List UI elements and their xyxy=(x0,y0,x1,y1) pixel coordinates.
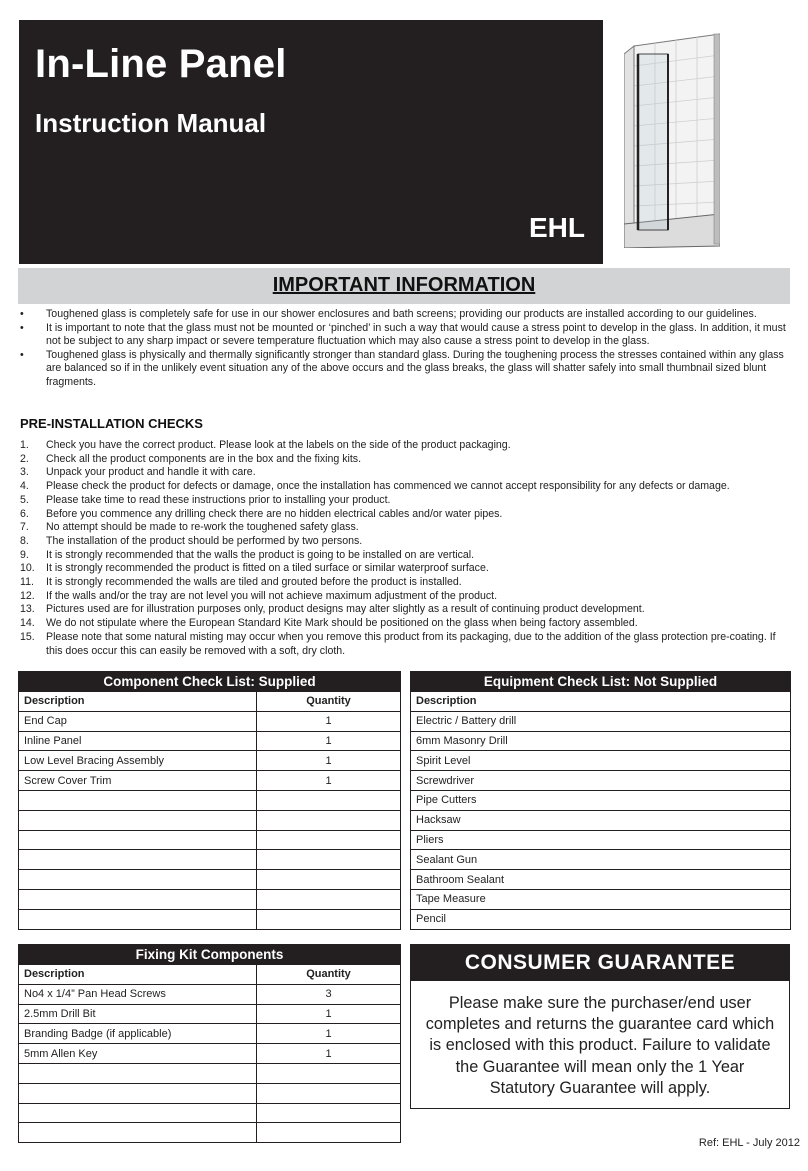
cell-description: Tape Measure xyxy=(411,889,791,909)
table-row xyxy=(411,711,791,731)
table-row xyxy=(19,751,401,771)
table-row xyxy=(19,1063,401,1083)
column-header-quantity: Quantity xyxy=(257,692,401,712)
table-row xyxy=(19,731,401,751)
bullet-mark: • xyxy=(20,321,24,334)
item-number: 7. xyxy=(20,521,29,534)
table-title: Component Check List: Supplied xyxy=(19,672,401,692)
important-info-bar xyxy=(18,268,790,304)
table-row xyxy=(411,790,791,810)
item-text: Unpack your product and handle it with care. xyxy=(46,466,256,479)
cell-quantity xyxy=(257,1123,401,1143)
item-text: Check all the product components are in the box and the fixing kits. xyxy=(46,452,362,465)
item-text: No attempt should be made to re-work the toughened safety glass. xyxy=(46,521,359,534)
table-title: Equipment Check List: Not Supplied xyxy=(411,672,791,692)
cell-description xyxy=(19,1083,257,1103)
item-text: Please note that some natural misting may occur when you remove this product from its packaging, due to the addition of the glass protection pre-coating. If this does occur this can easily be removed with a soft, dry cloth. xyxy=(46,630,776,657)
cell-description xyxy=(19,1123,257,1143)
list-item xyxy=(20,549,788,563)
list-item xyxy=(20,521,788,535)
cell-quantity: 1 xyxy=(257,1024,401,1044)
cell-description: 6mm Masonry Drill xyxy=(411,731,791,751)
cell-description: Spirit Level xyxy=(411,751,791,771)
list-item xyxy=(20,453,788,467)
column-header-description: Description xyxy=(19,692,257,712)
table-row xyxy=(19,1024,401,1044)
table-row xyxy=(19,984,401,1004)
guarantee-text: Please make sure the purchaser/end user completes and returns the guarantee card which is enclosed with this product. Failure to validate the Guarantee will mean only the 1 Year Statutory Guarantee will apply. xyxy=(425,994,775,1097)
item-text: It is strongly recommended the walls are tiled and grouted before the product is installed. xyxy=(46,576,462,589)
bullet-mark: • xyxy=(20,308,24,320)
table-row xyxy=(19,1123,401,1143)
cell-description: 2.5mm Drill Bit xyxy=(19,1004,257,1024)
cell-description: 5mm Allen Key xyxy=(19,1044,257,1064)
item-number: 11. xyxy=(20,576,34,589)
pre-installation-list xyxy=(20,439,788,658)
cell-description: Pipe Cutters xyxy=(411,790,791,810)
item-text: It is strongly recommended the product is fitted on a tiled surface or similar waterproof surface. xyxy=(46,562,489,575)
table-row xyxy=(411,909,791,929)
table-row xyxy=(411,771,791,791)
table-row xyxy=(411,850,791,870)
cell-description xyxy=(19,1103,257,1123)
list-item xyxy=(20,508,788,522)
table-row xyxy=(19,870,401,890)
table-row xyxy=(19,1004,401,1024)
list-item xyxy=(20,480,788,494)
table-row xyxy=(19,1044,401,1064)
list-item xyxy=(20,494,788,508)
cell-description: Hacksaw xyxy=(411,810,791,830)
cell-description: Low Level Bracing Assembly xyxy=(19,751,257,771)
component-checklist-table xyxy=(18,671,401,930)
cell-description: End Cap xyxy=(19,711,257,731)
table-title: Fixing Kit Components xyxy=(19,945,401,965)
bullet-mark: • xyxy=(20,348,24,361)
column-header-description: Description xyxy=(411,692,791,712)
item-number: 8. xyxy=(20,534,29,547)
column-header-description: Description xyxy=(19,965,257,985)
pre-installation-heading: PRE-INSTALLATION CHECKS xyxy=(20,416,203,431)
info-text: Toughened glass is physically and thermally significantly stronger than standard glass. During the toughening process the stresses contained within any glass are balanced so if in the unlikely event situation any of the above occurs and the glass breaks, the glass will shatter safely into small thumbnail sized blunt fragments. xyxy=(46,348,784,388)
cell-quantity xyxy=(257,810,401,830)
cell-description xyxy=(19,790,257,810)
list-item xyxy=(20,439,788,453)
equipment-checklist-table xyxy=(410,671,791,930)
list-item xyxy=(20,322,788,349)
item-number: 12. xyxy=(20,589,35,602)
list-item xyxy=(20,308,788,322)
cell-quantity xyxy=(257,889,401,909)
cell-quantity: 1 xyxy=(257,711,401,731)
cell-description xyxy=(19,830,257,850)
table-row xyxy=(411,830,791,850)
item-text: Please check the product for defects or damage, once the installation has commenced we cannot accept responsibility for any defects or damage. xyxy=(46,480,730,493)
list-item xyxy=(20,466,788,480)
guarantee-title: CONSUMER GUARANTEE xyxy=(411,945,789,981)
info-text: It is important to note that the glass must not be mounted or ‘pinched’ in such a way that would cause a stress point to develop in the glass. In addition, it must not be subject to any sharp impact or severe temperature fluctuation which may also cause a stress point to develop in the glass. xyxy=(46,321,786,348)
list-item xyxy=(20,590,788,604)
table-row xyxy=(19,810,401,830)
table-row xyxy=(411,870,791,890)
item-text: If the walls and/or the tray are not level you will not achieve maximum adjustment of the product. xyxy=(46,589,498,602)
item-number: 2. xyxy=(20,452,29,465)
table-row xyxy=(411,731,791,751)
item-number: 13. xyxy=(20,603,35,616)
cell-description xyxy=(19,850,257,870)
cell-quantity xyxy=(257,909,401,929)
table-row xyxy=(19,889,401,909)
table-row xyxy=(411,751,791,771)
item-number: 1. xyxy=(20,439,29,451)
page-subtitle: Instruction Manual xyxy=(35,108,267,138)
cell-description: Electric / Battery drill xyxy=(411,711,791,731)
item-text: The installation of the product should be performed by two persons. xyxy=(46,534,363,547)
item-number: 14. xyxy=(20,617,35,630)
table-row xyxy=(411,889,791,909)
column-header-quantity: Quantity xyxy=(257,965,401,985)
info-text: Toughened glass is completely safe for use in our shower enclosures and bath screens; providing our products are installed according to our guidelines. xyxy=(46,308,757,320)
item-number: 10. xyxy=(20,562,35,575)
cell-description: Branding Badge (if applicable) xyxy=(19,1024,257,1044)
cell-description: No4 x 1/4” Pan Head Screws xyxy=(19,984,257,1004)
cell-quantity xyxy=(257,1083,401,1103)
cell-quantity xyxy=(257,790,401,810)
cell-description: Pliers xyxy=(411,830,791,850)
document-reference: Ref: EHL - July 2012 xyxy=(698,1137,800,1149)
list-item xyxy=(20,631,788,658)
item-number: 6. xyxy=(20,507,29,520)
table-row xyxy=(19,771,401,791)
cell-description: Screwdriver xyxy=(411,771,791,791)
table-row xyxy=(19,909,401,929)
cell-quantity: 1 xyxy=(257,1044,401,1064)
page-title: In-Line Panel xyxy=(35,42,287,86)
item-text: Please take time to read these instructions prior to installing your product. xyxy=(46,493,391,506)
item-number: 3. xyxy=(20,466,29,479)
list-item xyxy=(20,562,788,576)
cell-description: Sealant Gun xyxy=(411,850,791,870)
item-number: 15. xyxy=(20,630,35,643)
item-number: 5. xyxy=(20,493,29,506)
table-row xyxy=(19,1083,401,1103)
important-info-list xyxy=(20,308,788,390)
item-text: Pictures used are for illustration purposes only, product designs may alter slightly as a result of continuing product development. xyxy=(46,603,645,616)
item-number: 9. xyxy=(20,548,29,561)
item-text: We do not stipulate where the European Standard Kite Mark should be positioned on the glass when being factory assembled. xyxy=(46,617,638,630)
cell-description xyxy=(19,909,257,929)
cell-description xyxy=(19,889,257,909)
cell-description: Pencil xyxy=(411,909,791,929)
list-item xyxy=(20,349,788,390)
cell-description: Inline Panel xyxy=(19,731,257,751)
list-item xyxy=(20,603,788,617)
cell-quantity xyxy=(257,1063,401,1083)
product-code: EHL xyxy=(529,212,585,243)
table-row xyxy=(19,850,401,870)
cell-quantity xyxy=(257,870,401,890)
item-text: Check you have the correct product. Please look at the labels on the side of the product packaging. xyxy=(46,439,511,451)
table-row xyxy=(19,830,401,850)
list-item xyxy=(20,617,788,631)
list-item xyxy=(20,535,788,549)
cell-quantity: 1 xyxy=(257,1004,401,1024)
important-info-title: IMPORTANT INFORMATION xyxy=(272,274,536,296)
cell-description: Bathroom Sealant xyxy=(411,870,791,890)
cell-description xyxy=(19,870,257,890)
list-item xyxy=(20,576,788,590)
fixing-kit-table xyxy=(18,944,401,1143)
cell-description xyxy=(19,810,257,830)
cell-quantity xyxy=(257,850,401,870)
table-row xyxy=(19,1103,401,1123)
cell-quantity: 1 xyxy=(257,731,401,751)
cell-description xyxy=(19,1063,257,1083)
consumer-guarantee-box xyxy=(410,944,790,1109)
table-row xyxy=(19,711,401,731)
cell-quantity xyxy=(257,1103,401,1123)
table-row xyxy=(19,790,401,810)
item-text: Before you commence any drilling check there are no hidden electrical cables and/or water pipes. xyxy=(46,507,503,520)
product-illustration xyxy=(624,24,720,248)
item-number: 4. xyxy=(20,480,29,493)
cell-description: Screw Cover Trim xyxy=(19,771,257,791)
cell-quantity: 3 xyxy=(257,984,401,1004)
cell-quantity xyxy=(257,830,401,850)
table-row xyxy=(411,810,791,830)
header-banner xyxy=(19,20,603,264)
item-text: It is strongly recommended that the walls the product is going to be installed on are vertical. xyxy=(46,548,475,561)
cell-quantity: 1 xyxy=(257,771,401,791)
cell-quantity: 1 xyxy=(257,751,401,771)
